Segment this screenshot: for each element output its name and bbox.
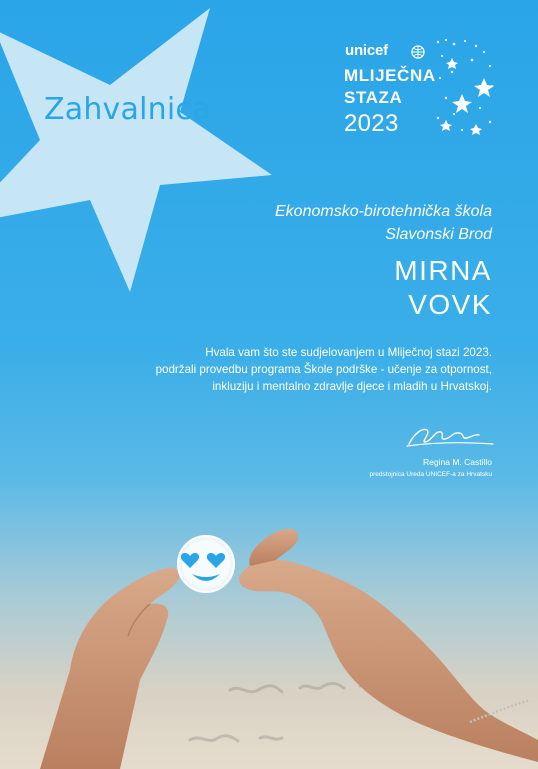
recipient-name — [394, 254, 492, 322]
logo-program-line1: MLIJEČNA — [344, 66, 436, 85]
message-line-3: inkluziju i mentalno zdravlje djece i mladih u Hrvatskoj. — [212, 380, 492, 393]
sparkle-stars-icon — [432, 38, 502, 138]
star-shape — [0, 0, 300, 300]
unicef-globe-icon — [411, 45, 425, 59]
heart-eyes-emoji-icon — [178, 536, 234, 592]
logo-year: 2023 — [344, 110, 399, 137]
school-name: Ekonomsko-birotehnička škola — [275, 203, 492, 220]
thank-you-message — [156, 344, 492, 395]
school-block — [275, 200, 492, 246]
logo-brand: unicef — [345, 42, 388, 59]
signer-block — [370, 456, 492, 482]
certificate-title: Zahvalnica — [44, 92, 211, 127]
message-line-1: Hvala vam što ste sudjelovanjem u Mliječnoj stazi 2023. — [205, 346, 492, 359]
signer-role: predstojnica Ureda UNICEF-a za Hrvatsku — [369, 471, 492, 478]
signature — [405, 424, 495, 450]
recipient-first-name: MIRNA — [394, 255, 492, 286]
signer-name: Regina M. Castillo — [423, 457, 492, 467]
recipient-last-name: VOVK — [408, 289, 492, 320]
school-city: Slavonski Brod — [385, 226, 492, 243]
hands-photo — [0, 500, 538, 769]
message-line-2: podržali provedbu programa Škole podrške - učenje za otpornost, — [155, 363, 492, 376]
logo-program-line2: STAZA — [344, 88, 403, 107]
